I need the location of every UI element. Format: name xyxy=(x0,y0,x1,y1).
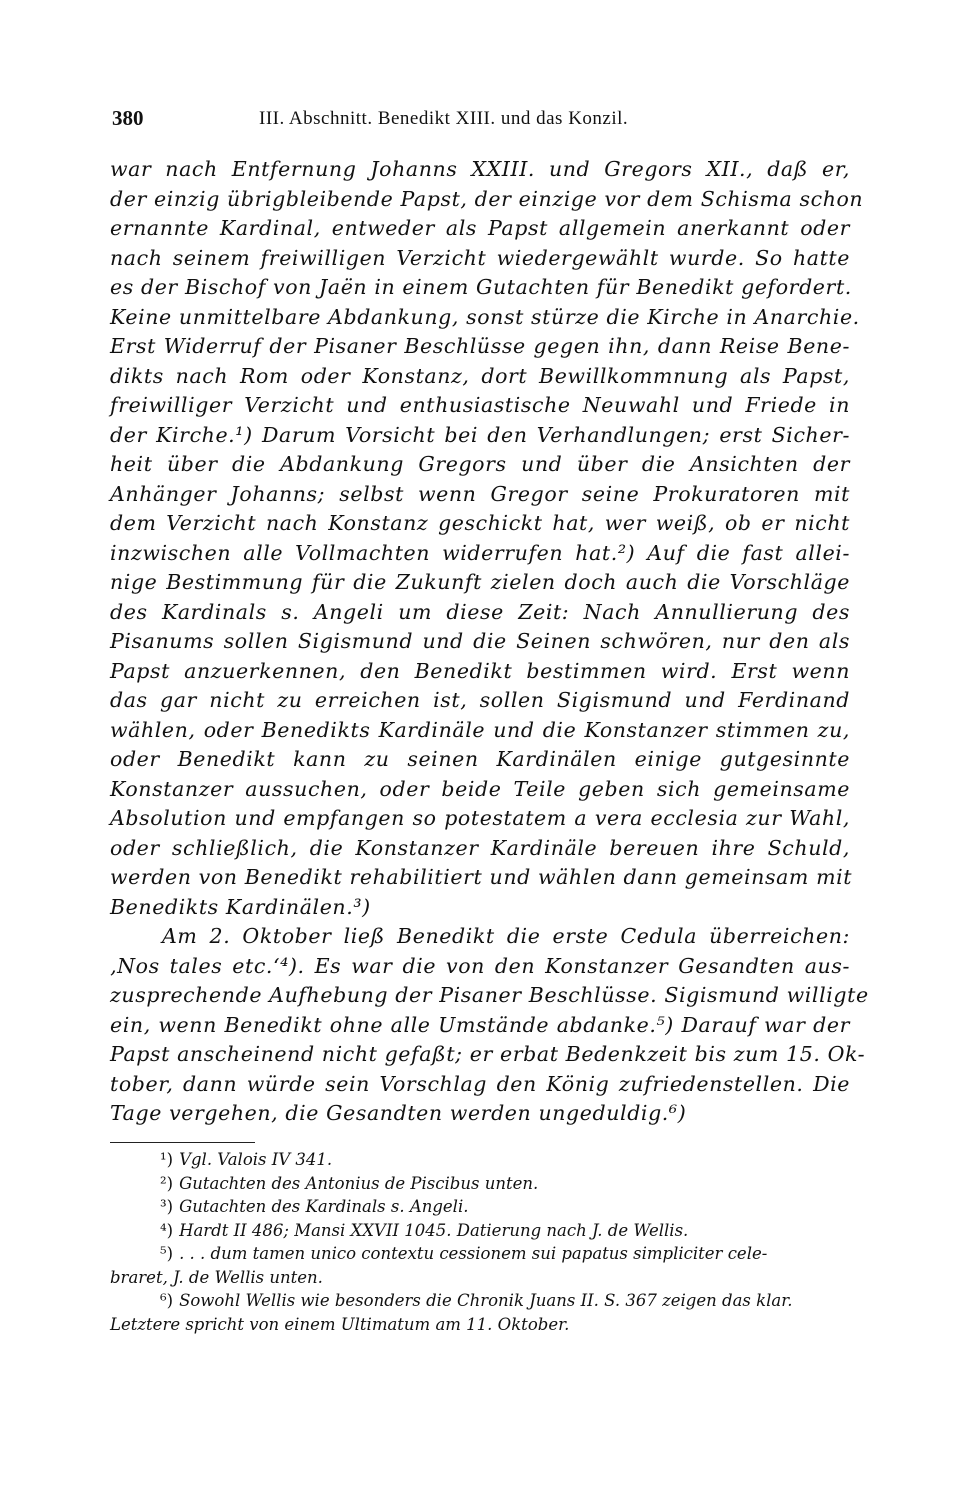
text-line: oder schließlich, die Konstanzer Kardinäle bereuen ihre Schuld, xyxy=(110,835,850,860)
text-line: wählen, oder Benedikts Kardinäle und die Konstanzer stimmen zu, xyxy=(110,717,850,742)
text-line: werden von Benedikt rehabilitiert und wählen dann gemeinsam mit xyxy=(110,865,853,889)
footnote-divider xyxy=(110,1142,255,1143)
footnote-mark: ¹) xyxy=(160,1150,174,1169)
text-line: tober, dann würde sein Vorschlag den König zufriedenstellen. Die xyxy=(110,1071,850,1096)
footnote-continuation: braret, J. de Wellis unten. xyxy=(110,1267,323,1287)
text-line: der einzig übrigbleibende Papst, der einzige vor dem Schisma schon xyxy=(110,186,864,211)
text-line: Papst anscheinend nicht gefaßt; er erbat Bedenkzeit bis zum 15. Ok- xyxy=(110,1042,866,1066)
text-line: freiwilliger Verzicht und enthusiastische Neuwahl und Friede in xyxy=(110,393,850,417)
footnote-text: Sowohl Wellis wie besonders die Chronik Juans II. S. 367 zeigen das klar. xyxy=(179,1291,793,1310)
footnote xyxy=(110,1172,850,1196)
footnote-continuation: Letztere spricht von einem Ultimatum am 11. Oktober. xyxy=(110,1314,570,1334)
text-line: inzwischen alle Vollmachten widerrufen hat.²) Auf die fast allei- xyxy=(110,540,850,565)
text-line: nach seinem freiwilligen Verzicht wiedergewählt wurde. So hatte xyxy=(110,245,850,270)
footnote-mark: ⁵) xyxy=(160,1244,174,1263)
text-line: Pisanums sollen Sigismund und die Seinen schwören, nur den als xyxy=(110,629,850,653)
body-text xyxy=(110,155,869,1129)
footnote-text: Hardt II 486; Mansi XXVII 1045. Datierung nach J. de Wellis. xyxy=(179,1220,689,1240)
text-line: ‚Nos tales etc.‘⁴). Es war die von den Konstanzer Gesandten aus- xyxy=(110,953,850,978)
text-line: Keine unmittelbare Abdankung, sonst stürze die Kirche in Anarchie. xyxy=(110,304,860,329)
footnote xyxy=(110,1195,850,1219)
footnote-mark: ³) xyxy=(160,1197,174,1216)
footnote-mark: ⁴) xyxy=(160,1220,174,1240)
footnote-mark: ⁶) xyxy=(160,1291,174,1310)
text-line: dikts nach Rom oder Konstanz, dort Bewillkommnung als Papst, xyxy=(110,363,850,388)
text-line: oder Benedikt kann zu seinen Kardinälen einige gutgesinnte xyxy=(110,747,850,771)
text-line: Benedikts Kardinälen.³) xyxy=(110,894,371,919)
running-head: III. Abschnitt. Benedikt XIII. und das Konzil. xyxy=(259,108,629,129)
text-line: Tage vergehen, die Gesandten werden ungeduldig.⁶) xyxy=(110,1101,687,1125)
footnote xyxy=(110,1148,850,1172)
text-line: Konstanzer aussuchen, oder beide Teile geben sich gemeinsame xyxy=(110,776,850,801)
text-line: Anhänger Johanns; selbst wenn Gregor seine Prokuratoren mit xyxy=(110,481,850,506)
footnote xyxy=(110,1289,850,1313)
text-line: der Kirche.¹) Darum Vorsicht bei den Verhandlungen; erst Sicher- xyxy=(110,422,850,447)
text-line: dem Verzicht nach Konstanz geschickt hat, wer weiß, ob er nicht xyxy=(110,511,850,535)
text-line: Absolution und empfangen so potestatem a vera ecclesia zur Wahl, xyxy=(110,806,850,830)
text-line: war nach Entfernung Johanns XXIII. und Gregors XII., daß er, xyxy=(110,157,850,181)
footnote-text: Gutachten des Kardinals s. Angeli. xyxy=(179,1197,469,1216)
text-line: nige Bestimmung für die Zukunft zielen doch auch die Vorschläge xyxy=(110,570,850,594)
text-line: Papst anzuerkennen, den Benedikt bestimmen wird. Erst wenn xyxy=(110,658,850,683)
text-line: Am 2. Oktober ließ Benedikt die erste Cedula überreichen: xyxy=(162,924,850,948)
text-line: zusprechende Aufhebung der Pisaner Beschlüsse. Sigismund willigte xyxy=(110,983,869,1007)
text-line: des Kardinals s. Angeli um diese Zeit: Nach Annullierung des xyxy=(110,599,850,624)
footnote-mark: ²) xyxy=(160,1173,174,1193)
footnote-text: . . . dum tamen unico contextu cessionem sui papatus simpliciter cele- xyxy=(179,1244,768,1263)
footnote-text: Vgl. Valois IV 341. xyxy=(179,1150,333,1169)
text-line: es der Bischof von Jaën in einem Gutachten für Benedikt gefordert. xyxy=(110,275,852,299)
footnote xyxy=(110,1242,850,1266)
footnote-text: Gutachten des Antonius de Piscibus unten. xyxy=(179,1173,539,1193)
footnotes xyxy=(110,1148,850,1336)
page-number: 380 xyxy=(112,106,144,130)
text-line: das gar nicht zu erreichen ist, sollen Sigismund und Ferdinand xyxy=(110,688,850,712)
text-line: ein, wenn Benedikt ohne alle Umstände abdanke.⁵) Darauf war der xyxy=(110,1012,850,1037)
text-line: Erst Widerruf der Pisaner Beschlüsse gegen ihn, dann Reise Bene- xyxy=(110,334,850,358)
text-line: ernannte Kardinal, entweder als Papst allgemein anerkannt oder xyxy=(110,216,850,240)
text-line: heit über die Abdankung Gregors und über die Ansichten der xyxy=(110,452,850,476)
footnote xyxy=(110,1219,850,1243)
